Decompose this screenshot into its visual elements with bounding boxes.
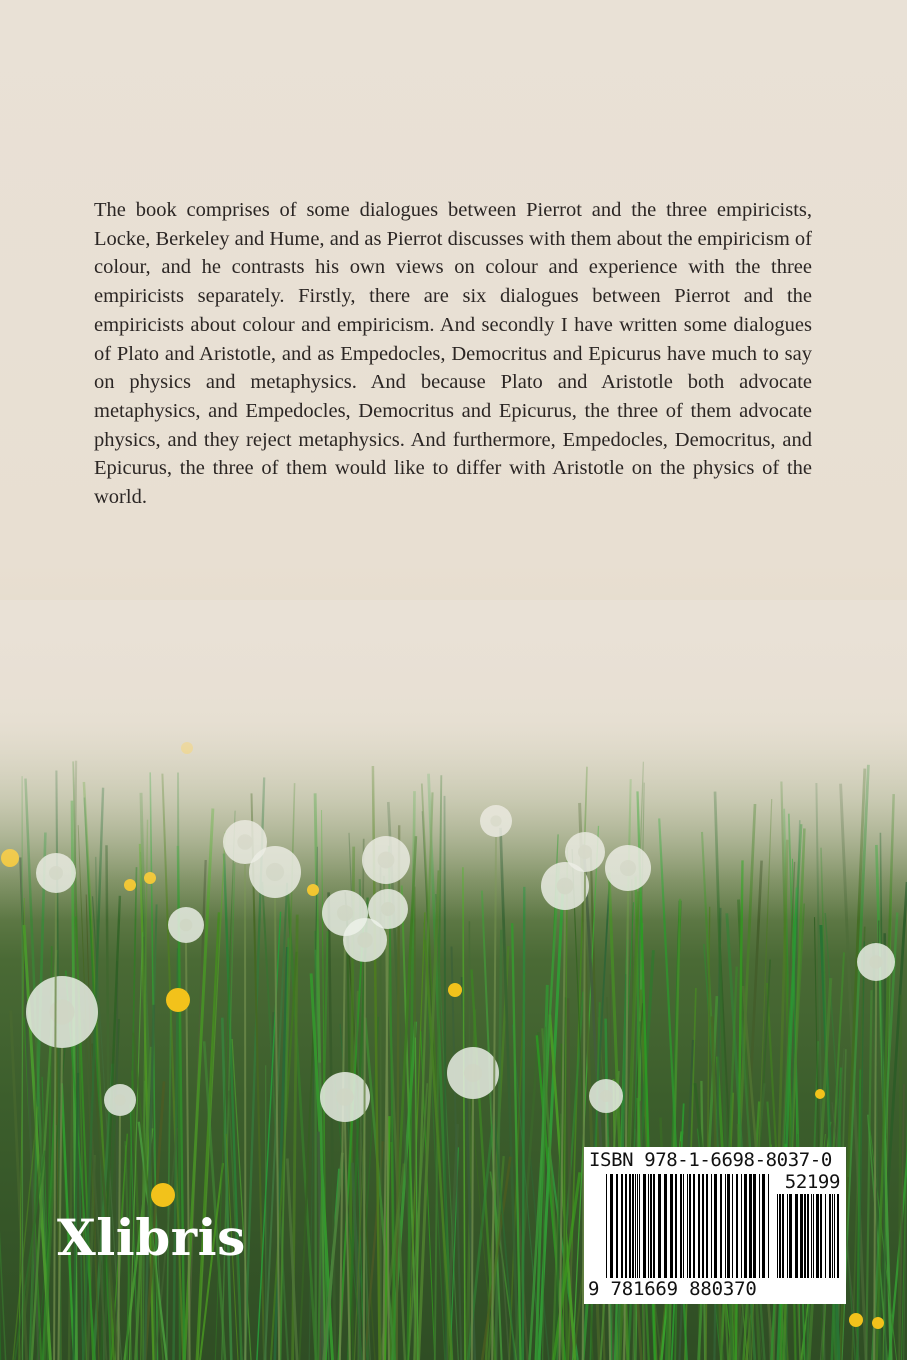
barcode-bar <box>653 1174 655 1278</box>
dandelion-seed-core <box>464 1064 482 1082</box>
isbn-label: ISBN 978-1-6698-8037-0 <box>589 1149 832 1171</box>
publisher-logo: Xlibris <box>57 1208 246 1267</box>
addon-barcode-bars <box>777 1194 839 1278</box>
isbn-barcode <box>584 1147 846 1304</box>
dandelion-seed-core <box>49 999 74 1024</box>
barcode-bar <box>711 1174 712 1278</box>
barcode-bar <box>779 1194 781 1278</box>
barcode-bar <box>811 1194 812 1278</box>
barcode-bar <box>639 1174 640 1278</box>
barcode-bar <box>675 1174 677 1278</box>
barcode-bar <box>795 1194 798 1278</box>
barcode-bar <box>698 1174 700 1278</box>
barcode-bar <box>658 1174 661 1278</box>
grass-blade <box>167 1004 171 1360</box>
barcode-bar <box>820 1194 822 1278</box>
grass-blade <box>866 990 871 1360</box>
barcode-bar <box>749 1174 752 1278</box>
barcode-bar <box>825 1194 826 1278</box>
fog-overlay <box>0 600 907 920</box>
barcode-bar <box>702 1174 704 1278</box>
dandelion-seed-core <box>357 932 372 947</box>
barcode-bar <box>768 1174 769 1278</box>
yellow-flower <box>872 1317 884 1329</box>
barcode-bar <box>832 1194 833 1278</box>
barcode-bar <box>804 1194 806 1278</box>
barcode-bar <box>610 1174 613 1278</box>
dandelion-seed-core <box>336 1088 354 1106</box>
barcode-bar <box>621 1174 623 1278</box>
barcode-bars <box>606 1174 772 1278</box>
barcode-bar <box>648 1174 649 1278</box>
barcode-bar <box>759 1174 760 1278</box>
barcode-bar <box>693 1174 695 1278</box>
barcode-bar <box>744 1174 747 1278</box>
barcode-bar <box>664 1174 667 1278</box>
barcode-bar <box>789 1194 792 1278</box>
barcode-bar <box>736 1174 738 1278</box>
blurb-text: The book comprises of some dialogues between Pierrot and the three empiricists, Locke, Berkeley and Hume, and as Pierrot discusses with them about the empiricism of colour, and he contrasts his own views on colour and experience with the three empiricists separately. Firstly, there are six dialogues between Pierrot and the empiricists about colour and empiricism. And secondly I have written some dialogues of Plato and Aristotle, and as Empedocles, Democritus and Epicurus have much to say on physics and metaphysics. And because Plato and Aristotle both advocate metaphysics, and Empedocles, Democritus and Epicurus, the three of them advocate physics, and they reject metaphysics. And furthermore, Empedocles, Democritus, and Epicurus, the three of them would like to differ with Aristotle on the physics of the world. <box>94 199 812 509</box>
price-code: 52199 <box>784 1171 840 1193</box>
barcode-bar <box>753 1174 756 1278</box>
barcode-bar <box>670 1174 673 1278</box>
barcode-bar <box>807 1194 809 1278</box>
barcode-bar <box>683 1174 684 1278</box>
barcode-bar <box>637 1174 638 1278</box>
barcode-bar <box>680 1174 682 1278</box>
barcode-bar <box>632 1174 634 1278</box>
dandelion-seed-core <box>600 1090 612 1102</box>
barcode-bar <box>606 1174 607 1278</box>
dandelion-stem <box>364 962 365 1360</box>
barcode-bar <box>650 1174 652 1278</box>
barcode-bar <box>720 1174 722 1278</box>
dandelion-seed-core <box>114 1094 125 1105</box>
grass-blade <box>523 887 525 1360</box>
barcode-bar <box>732 1174 733 1278</box>
barcode-bar <box>837 1194 839 1278</box>
barcode-bar <box>616 1174 618 1278</box>
yellow-flower <box>849 1313 863 1327</box>
barcode-bar <box>725 1174 726 1278</box>
barcode-bar <box>816 1194 819 1278</box>
dandelion-seed-core <box>180 919 193 932</box>
dandelion-seed-core <box>869 955 882 968</box>
barcode-bar <box>741 1174 742 1278</box>
barcode-bar <box>782 1194 784 1278</box>
yellow-flower <box>166 988 190 1012</box>
grass-blade <box>204 1041 225 1360</box>
barcode-bar <box>629 1174 631 1278</box>
barcode-bar <box>777 1194 778 1278</box>
barcode-bar <box>727 1174 730 1278</box>
barcode-bar <box>643 1174 646 1278</box>
yellow-flower <box>448 983 462 997</box>
yellow-flower <box>815 1089 825 1099</box>
barcode-bar <box>706 1174 708 1278</box>
barcode-digits: 9 781669 880370 <box>588 1278 757 1300</box>
barcode-bar <box>762 1174 765 1278</box>
barcode-bar <box>787 1194 788 1278</box>
barcode-bar <box>687 1174 688 1278</box>
barcode-bar <box>714 1174 717 1278</box>
barcode-bar <box>813 1194 814 1278</box>
barcode-bar <box>829 1194 831 1278</box>
barcode-bar <box>800 1194 803 1278</box>
barcode-bar <box>625 1174 627 1278</box>
yellow-flower <box>151 1183 175 1207</box>
dandelion-stem <box>472 1099 473 1360</box>
barcode-bar <box>834 1194 835 1278</box>
barcode-bar <box>689 1174 691 1278</box>
grass-blade <box>463 867 465 1360</box>
barcode-bar <box>635 1174 636 1278</box>
